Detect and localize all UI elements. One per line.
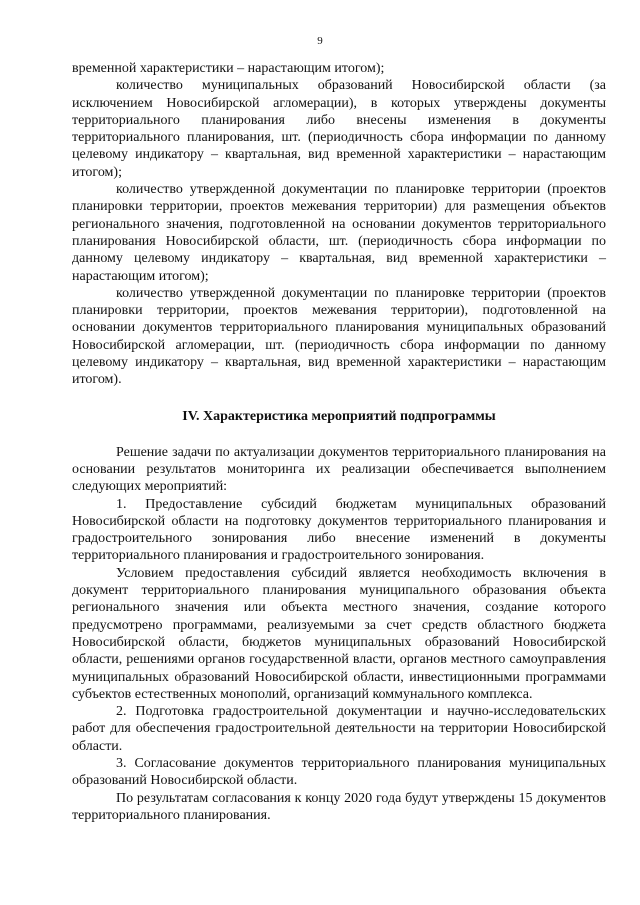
paragraph: количество муниципальных образований Новосибирской области (за исключением Новосибирской агломерации), в которых утверждены документы территориального планирования либо внесены изменения в документы территориального планирования, шт. (периодичность сбора информации по данному целевому индикатору – квартальная, вид временной характеристики – нарастающим итогом);: [72, 78, 606, 180]
paragraph: количество утвержденной документации по планировке территории (проектов планировки территории, проектов межевания территории), подготовленной на основании документов территориального планирования муниципальных образований Новосибирской агломерации, шт. (периодичность сбора информации по данному целевому индикатору – квартальная, вид временной характеристики – нарастающим итогом).: [72, 285, 606, 388]
paragraph: Условием предоставления субсидий является необходимость включения в документ территориального планирования муниципального образования объекта регионального значения или объекта местного значения, создание которого предусмотрено программами, реализуемыми за счет средств областного бюджета Новосибирской области, бюджетов муниципальных образований Новосибирской области, решениями органов государственной власти, органов местного самоуправления муниципальных образований Новосибирской области, инвестиционными программами субъектов естественных монополий, организаций коммунального комплекса.: [72, 565, 606, 702]
paragraph: 2. Подготовка градостроительной документации и научно-исследовательских работ для обеспечения градостроительной деятельности на территории Новосибирской области.: [72, 704, 606, 754]
paragraph: 1. Предоставление субсидий бюджетам муниципальных образований Новосибирской области на подготовку документов территориального планирования и градостроительного зонирования либо внесение изменений в документы территориального планирования и градостроительного зонирования.: [72, 496, 606, 564]
section-heading: IV. Характеристика мероприятий подпрограммы: [182, 408, 496, 424]
paragraph: Решение задачи по актуализации документов территориального планирования на основании результатов мониторинга их реализации обеспечивается выполнением следующих мероприятий:: [72, 444, 606, 495]
document-body: [72, 60, 606, 824]
paragraph: 3. Согласование документов территориального планирования муниципальных образований Новосибирской области.: [72, 755, 606, 789]
paragraph: По результатам согласования к концу 2020 года будут утверждены 15 документов территориального планирования.: [72, 790, 606, 823]
paragraph: количество утвержденной документации по планировке территории (проектов планировки территории, проектов межевания территории) для размещения объектов регионального значения, подготовленной на основании документов территориального планирования Новосибирской области, шт. (периодичность сбора информации по данному целевому индикатору – квартальная, вид временной характеристики – нарастающим итогом);: [72, 182, 606, 284]
paragraph: временной характеристики – нарастающим итогом);: [72, 61, 385, 76]
page-number: 9: [317, 35, 323, 47]
